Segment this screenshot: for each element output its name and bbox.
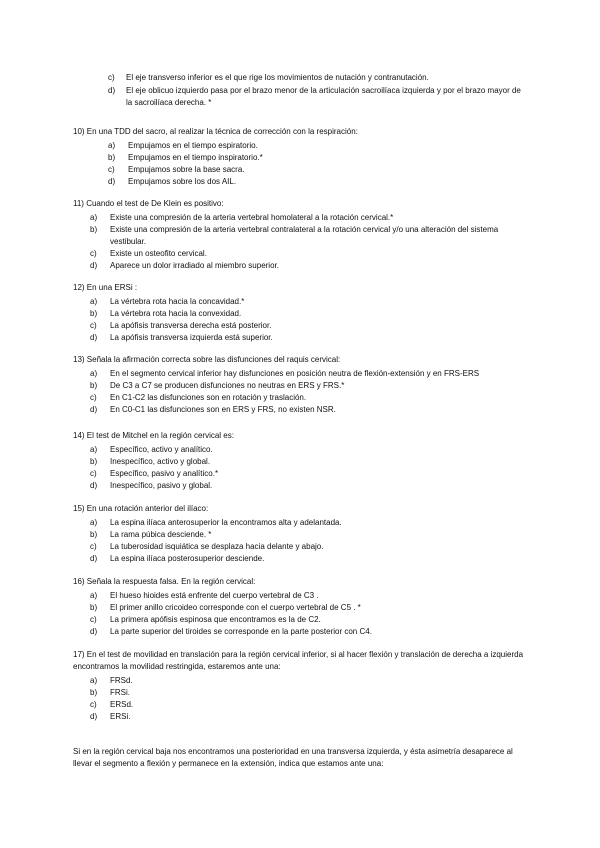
- option-text: Inespecífico, pasivo y global.: [110, 481, 213, 490]
- question-14: [73, 430, 533, 492]
- option: [90, 517, 533, 529]
- option-text: El primer anillo cricoideo corresponde con el cuerpo vertebral de C5 . *: [110, 603, 361, 612]
- option-letter: c): [108, 165, 115, 174]
- option-text: En el segmento cervical inferior hay disfunciones en posición neutra de flexión-extensión y en FRS-ERS: [110, 369, 480, 378]
- option-letter: d): [90, 554, 98, 563]
- option-letter: a): [90, 445, 98, 454]
- option: [90, 332, 533, 344]
- option: [90, 699, 533, 711]
- question-15: [73, 503, 533, 565]
- question-title: 13) Señala la afirmación correcta sobre las disfunciones del raquis cervical:: [73, 355, 341, 364]
- question-10: [73, 126, 533, 188]
- option-letter: b): [90, 225, 98, 234]
- option: [90, 392, 533, 404]
- option-letter: d): [90, 405, 98, 414]
- option: [90, 380, 533, 392]
- final-paragraph: Si en la región cervical baja nos encontramos una posterioridad en una transversa izquierda, y ésta asimetría desaparece al llevar el segmento a flexión y permanece en la extensión, indica que estamos ante una:: [73, 747, 513, 768]
- question-title: 10) En una TDD del sacro, al realizar la técnica de corrección con la respiración:: [73, 127, 358, 136]
- option-letter: a): [108, 141, 116, 150]
- option-letter: a): [90, 676, 98, 685]
- option: [90, 602, 533, 614]
- option-letter: a): [90, 213, 98, 222]
- option: [108, 72, 528, 84]
- option-text: Empujamos sobre la base sacra.: [128, 165, 245, 174]
- option-text: Aparece un dolor irradiado al miembro superior.: [110, 261, 279, 270]
- question-title: 16) Señala la respuesta falsa. En la región cervical:: [73, 577, 256, 586]
- option-text: ERSd.: [110, 700, 134, 709]
- option-text: Empujamos en el tiempo inspiratorio.*: [128, 153, 263, 162]
- option-letter: b): [90, 530, 98, 539]
- option-text: Empujamos en el tiempo espiratorio.: [128, 141, 258, 150]
- option-text: Existe un osteofito cervical.: [110, 249, 207, 258]
- option: [90, 687, 533, 699]
- option-letter: b): [90, 381, 98, 390]
- option: [90, 675, 533, 687]
- option: [108, 85, 528, 109]
- option-letter: d): [90, 712, 98, 721]
- option-text: FRSd.: [110, 676, 133, 685]
- option-text: La vértebra rota hacia la convexidad.: [110, 309, 242, 318]
- option-text: La apófisis transversa izquierda está superior.: [110, 333, 273, 342]
- option: [108, 164, 533, 176]
- option-text: Empujamos sobre los dos AIL.: [128, 177, 237, 186]
- option-letter: a): [90, 591, 98, 600]
- option-text: ERSi.: [110, 712, 131, 721]
- option: [90, 224, 533, 248]
- option-letter: a): [90, 518, 98, 527]
- option: [90, 541, 533, 553]
- option: [90, 404, 533, 416]
- option-text: En C0-C1 las disfunciones son en ERS y FRS, no existen NSR.: [110, 405, 336, 414]
- option-text: La espina ilíaca anterosuperior la encontramos alta y adelantada.: [110, 518, 342, 527]
- option-letter: d): [90, 333, 98, 342]
- option-text: De C3 a C7 se producen disfunciones no neutras en ERS y FRS.*: [110, 381, 345, 390]
- option: [108, 152, 533, 164]
- option: [90, 320, 533, 332]
- option-text: La rama púbica desciende. *: [110, 530, 212, 539]
- option: [90, 553, 533, 565]
- option-text: Inespecífico, activo y global.: [110, 457, 211, 466]
- option-letter: b): [90, 688, 98, 697]
- question-title: 11) Cuando el test de De Klein es positivo:: [73, 199, 224, 208]
- option-text: La primera apófisis espinosa que encontramos es la de C2.: [110, 615, 321, 624]
- option-text: La espina ilíaca posterosuperior desciende.: [110, 554, 265, 563]
- option-letter: b): [108, 153, 116, 162]
- option: [108, 176, 533, 188]
- option: [90, 626, 533, 638]
- option: [90, 308, 533, 320]
- option-text: La parte superior del tiroides se corresponde en la parte posterior con C4.: [110, 627, 372, 636]
- question-title: 14) El test de Mitchel en la región cervical es:: [73, 431, 234, 440]
- option: [90, 711, 533, 723]
- option-text: Específico, pasivo y analítico.*: [110, 469, 219, 478]
- option-letter: d): [108, 86, 116, 95]
- option-text: FRSi.: [110, 688, 130, 697]
- option-letter: a): [90, 369, 98, 378]
- option: [90, 248, 533, 260]
- option-letter: c): [90, 393, 97, 402]
- question-title: 15) En una rotación anterior del ilíaco:: [73, 504, 209, 513]
- option-text: Existe una compresión de la arteria vertebral contralateral a la rotación cervical y/o una alteración del sistema vestibular.: [110, 225, 499, 246]
- question-title: 17) En el test de movilidad en translación para la región cervical inferior, si al hacer flexión y translación de derecha a izquierda encontramos la movilidad restringida, estaremos ante una:: [73, 650, 524, 671]
- option-text: La apófisis transversa derecha está posterior.: [110, 321, 272, 330]
- option: [90, 468, 533, 480]
- option-text: El hueso hioides está enfrente del cuerpo vertebral de C3 .: [110, 591, 319, 600]
- option-letter: b): [90, 603, 98, 612]
- option-letter: b): [90, 309, 98, 318]
- option-letter: c): [90, 249, 97, 258]
- question-13: [73, 354, 533, 416]
- option-text: Específico, activo y analítico.: [110, 445, 213, 454]
- option: [90, 590, 533, 602]
- option-letter: d): [108, 177, 116, 186]
- option-letter: b): [90, 457, 98, 466]
- option-text: Existe una compresión de la arteria vertebral homolateral a la rotación cervical.*: [110, 213, 394, 222]
- option: [90, 614, 533, 626]
- question-11: [73, 198, 533, 272]
- option-text: El eje oblicuo izquierdo pasa por el brazo menor de la articulación sacroilíaca izquierda y por el brazo mayor de la sacroilíaca derecha. *: [126, 86, 521, 107]
- option: [90, 456, 533, 468]
- option-letter: a): [90, 297, 98, 306]
- option: [90, 212, 533, 224]
- option-letter: c): [90, 700, 97, 709]
- question-16: [73, 576, 533, 638]
- option: [90, 529, 533, 541]
- question-title: 12) En una ERSi :: [73, 283, 138, 292]
- option: [90, 444, 533, 456]
- option-letter: c): [90, 615, 97, 624]
- option-letter: d): [90, 627, 98, 636]
- option: [90, 480, 533, 492]
- question-17: [73, 649, 533, 723]
- option: [90, 260, 533, 272]
- option-letter: c): [90, 469, 97, 478]
- option-text: La vértebra rota hacia la concavidad.*: [110, 297, 245, 306]
- option-letter: d): [90, 261, 98, 270]
- option: [90, 296, 533, 308]
- option-text: La tuberosidad isquiática se desplaza hacia delante y abajo.: [110, 542, 324, 551]
- option-letter: d): [90, 481, 98, 490]
- option-letter: c): [90, 542, 97, 551]
- option: [90, 368, 533, 380]
- option-letter: c): [90, 321, 97, 330]
- option-text: En C1-C2 las disfunciones son en rotación y traslación.: [110, 393, 307, 402]
- previous-question-options: [108, 72, 528, 110]
- option-letter: c): [108, 73, 115, 82]
- question-12: [73, 282, 533, 344]
- option: [108, 140, 533, 152]
- option-text: El eje transverso inferior es el que rige los movimientos de nutación y contranutación.: [126, 73, 429, 82]
